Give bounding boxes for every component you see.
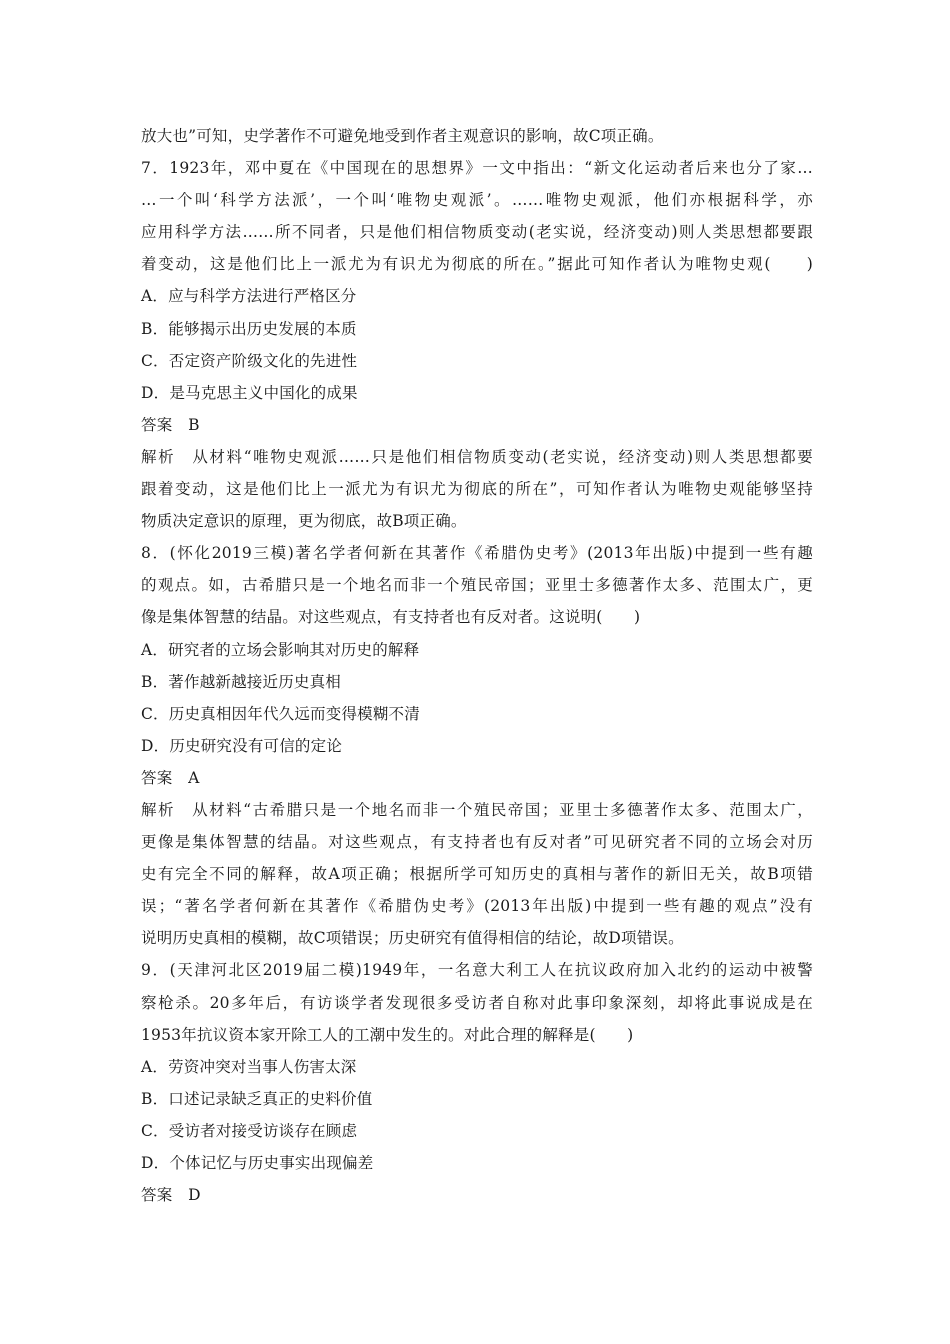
text-line: 解析 从材料“唯物史观派……只是他们相信物质变动(老实说，经济变动)则人类思想都要 — [141, 447, 813, 466]
text-line: 察枪杀。20多年后，有访谈学者发现很多受访者自称对此事印象深刻，却将此事说成是在 — [141, 993, 813, 1012]
text-line: 误；“著名学者何新在其著作《希腊伪史考》(2013年出版)中提到一些有趣的观点”没有 — [141, 897, 813, 916]
text-line: 更像是集体智慧的结晶。对这些观点，有支持者也有反对者”可见研究者不同的立场会对历 — [141, 833, 813, 852]
text-line: 跟着变动，这是他们比上一派尤为有识尤为彻底的所在”，可知作者认为唯物史观能够坚持 — [141, 480, 813, 499]
text-line: 说明历史真相的模糊，故C项错误；历史研究有值得相信的结论，故D项错误。 — [141, 929, 684, 948]
text-line: D．个体记忆与历史事实出现偏差 — [141, 1154, 374, 1172]
text-line: 答案 B — [141, 415, 200, 434]
text-line: 9．(天津河北区2019届二模)1949年，一名意大利工人在抗议政府加入北约的运动中被警 — [141, 961, 813, 980]
text-line: 着变动，这是他们比上一派尤为有识尤为彻底的所在。”据此可知作者认为唯物史观( ) — [141, 255, 813, 274]
text-line: B．口述记录缺乏真正的史料价值 — [141, 1089, 373, 1108]
text-line: 放大也”可知，史学著作不可避免地受到作者主观意识的影响，故C项正确。 — [141, 127, 664, 145]
text-line: A．劳资冲突对当事人伤害太深 — [141, 1057, 357, 1076]
document-page — [141, 120, 813, 1211]
text-line: D．是马克思主义中国化的成果 — [141, 383, 358, 402]
text-line: D．历史研究没有可信的定论 — [141, 736, 343, 755]
text-line: B．能够揭示出历史发展的本质 — [141, 319, 357, 338]
text-line: 史有完全不同的解释，故A项正确；根据所学可知历史的真相与著作的新旧无关，故B项错 — [141, 865, 813, 884]
text-line: C．否定资产阶级文化的先进性 — [141, 351, 358, 370]
text-line: 1953年抗议资本家开除工人的工潮中发生的。对此合理的解释是( ) — [141, 1025, 634, 1044]
text-line: 应用科学方法……所不同者，只是他们相信物质变动(老实说，经济变动)则人类思想都要跟 — [141, 223, 813, 242]
text-line: …一个叫‘科学方法派’，一个叫‘唯物史观派’。……唯物史观派，他们亦根据科学，亦 — [141, 191, 813, 210]
text-line: C．历史真相因年代久远而变得模糊不清 — [141, 704, 420, 723]
text-line: 的观点。如，古希腊只是一个地名而非一个殖民帝国；亚里士多德著作太多、范围太广，更 — [141, 576, 813, 595]
text-line: A．应与科学方法进行严格区分 — [141, 287, 357, 306]
text-line: B．著作越新越接近历史真相 — [141, 672, 341, 691]
text-line: 解析 从材料“古希腊只是一个地名而非一个殖民帝国；亚里士多德著作太多、范围太广， — [141, 800, 813, 819]
text-line: 答案 A — [141, 768, 200, 787]
text-line: 物质决定意识的原理，更为彻底，故B项正确。 — [141, 512, 467, 531]
text-line: 答案 D — [141, 1186, 201, 1205]
text-line: A．研究者的立场会影响其对历史的解释 — [141, 640, 420, 659]
text-line: C．受访者对接受访谈存在顾虑 — [141, 1121, 358, 1140]
text-line: 像是集体智慧的结晶。对这些观点，有支持者也有反对者。这说明( ) — [141, 608, 641, 627]
text-line: 7．1923年，邓中夏在《中国现在的思想界》一文中指出：“新文化运动者后来也分了家… — [141, 159, 813, 178]
text-line: 8．(怀化2019三模)著名学者何新在其著作《希腊伪史考》(2013年出版)中提到一些有趣 — [141, 544, 813, 563]
